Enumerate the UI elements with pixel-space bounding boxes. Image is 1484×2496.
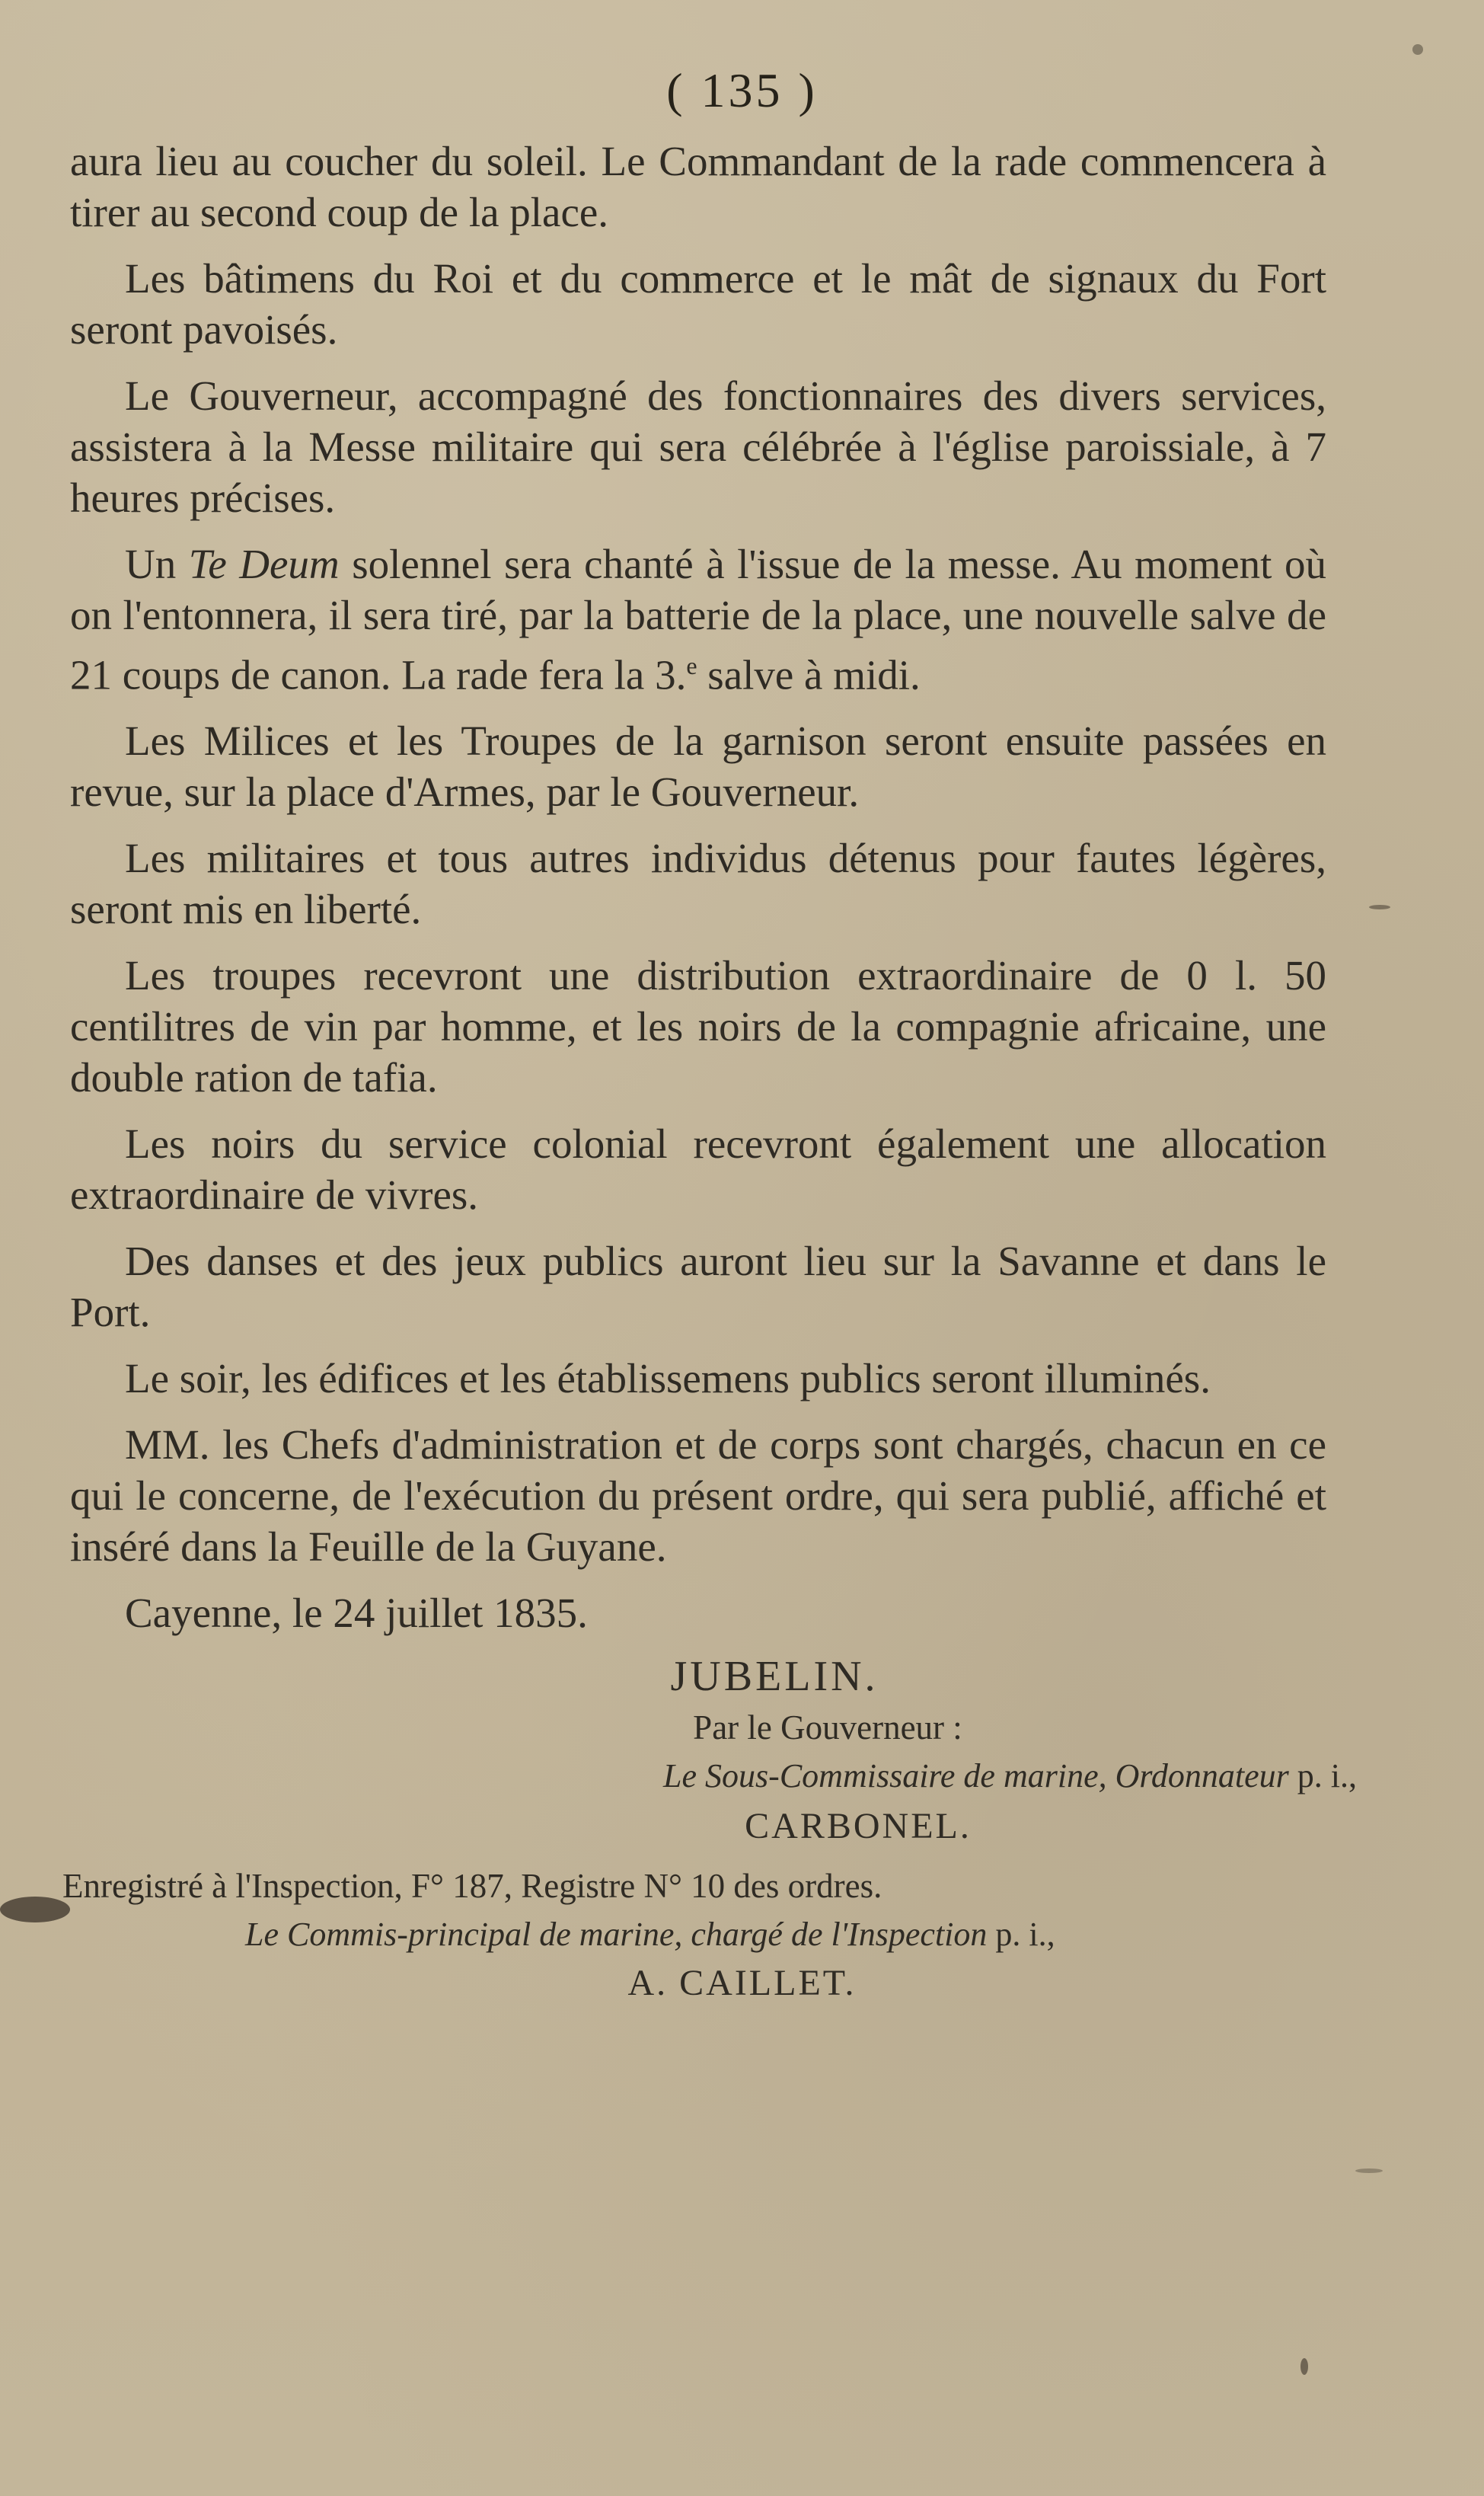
commis-title-italic: Le Commis-principal de marine, chargé de l'Inspection xyxy=(245,1916,988,1954)
commis-name: A. CAILLET. xyxy=(627,1963,857,2004)
paragraph-5: Les Milices et les Troupes de la garnison seront ensuite passées en revue, sur la place d'Armes, par le Gouverneur. xyxy=(70,717,1326,816)
page-number: ( 135 ) xyxy=(666,63,818,117)
ordinal-superscript: e xyxy=(686,652,697,679)
paragraph-10: Le soir, les édifices et les établissemens publics seront illuminés. xyxy=(125,1355,1211,1402)
ink-speck-bottom xyxy=(1300,2358,1308,2375)
ink-stain-left xyxy=(0,1897,70,1922)
paragraph-11: MM. les Chefs d'administration et de corps sont chargés, chacun en ce qui le concerne, de l'exécution du présent ordre, qui sera publié, affiché et inséré dans la Feuille de la Guyane. xyxy=(70,1421,1326,1571)
governor-signature: JUBELIN. xyxy=(670,1653,879,1701)
ink-speck-top-right xyxy=(1412,44,1423,55)
ink-speck-bottom-right xyxy=(1355,2168,1383,2173)
paragraph-3: Le Gouverneur, accompagné des fonctionnaires des divers services, assistera à la Messe militaire qui sera célébrée à l'église paroissiale, à 7 heures précises. xyxy=(70,372,1326,521)
paragraph-4-end: salve à midi. xyxy=(697,651,921,698)
paragraph-6: Les militaires et tous autres individus détenus pour fautes légères, seront mis en liberté. xyxy=(70,835,1326,933)
paragraph-4-middle: solennel sera chanté à l'issue de la messe. Au moment où on l'entonnera, il sera tiré, par la batterie de la place, une nouvelle salve de 21 coups de canon. La rade fera la 3. xyxy=(70,541,1326,698)
paragraph-4-start: Un xyxy=(125,541,189,587)
paragraph-1: aura lieu au coucher du soleil. Le Commandant de la rade commencera à tirer au second coup de la place. xyxy=(70,138,1326,235)
ink-speck-right xyxy=(1369,905,1390,909)
paragraph-9: Des danses et des jeux publics auront lieu sur la Savanne et dans le Port. xyxy=(70,1238,1326,1336)
by-governor-label: Par le Gouverneur : xyxy=(693,1708,962,1747)
paragraph-2: Les bâtimens du Roi et du commerce et le mât de signaux du Fort seront pavoisés. xyxy=(70,255,1326,353)
commis-title-suffix: p. i., xyxy=(987,1916,1055,1954)
paragraph-7: Les troupes recevront une distribution extraordinaire de 0 l. 50 centilitres de vin par homme, et les noirs de la compagnie africaine, une double ration de tafia. xyxy=(70,952,1326,1101)
sub-commissaire-title-suffix: p. i., xyxy=(1288,1757,1357,1795)
body-text xyxy=(62,136,1357,2009)
te-deum-italic: Te Deum xyxy=(188,541,340,587)
sub-commissaire-title-italic: Le Sous-Commissaire de marine, Ordonnateur xyxy=(663,1757,1289,1795)
dateline: Cayenne, le 24 juillet 1835. xyxy=(125,1590,588,1637)
paragraph-8: Les noirs du service colonial recevront également une allocation extraordinaire de vivres. xyxy=(70,1120,1326,1219)
paragraph-4 xyxy=(70,539,1326,700)
registry-line: Enregistré à l'Inspection, F° 187, Registre N° 10 des ordres. xyxy=(62,1867,882,1906)
sub-commissaire-name: CARBONEL. xyxy=(745,1806,972,1847)
sub-commissaire-title xyxy=(70,1751,1357,1801)
commis-title xyxy=(245,1911,1326,1958)
